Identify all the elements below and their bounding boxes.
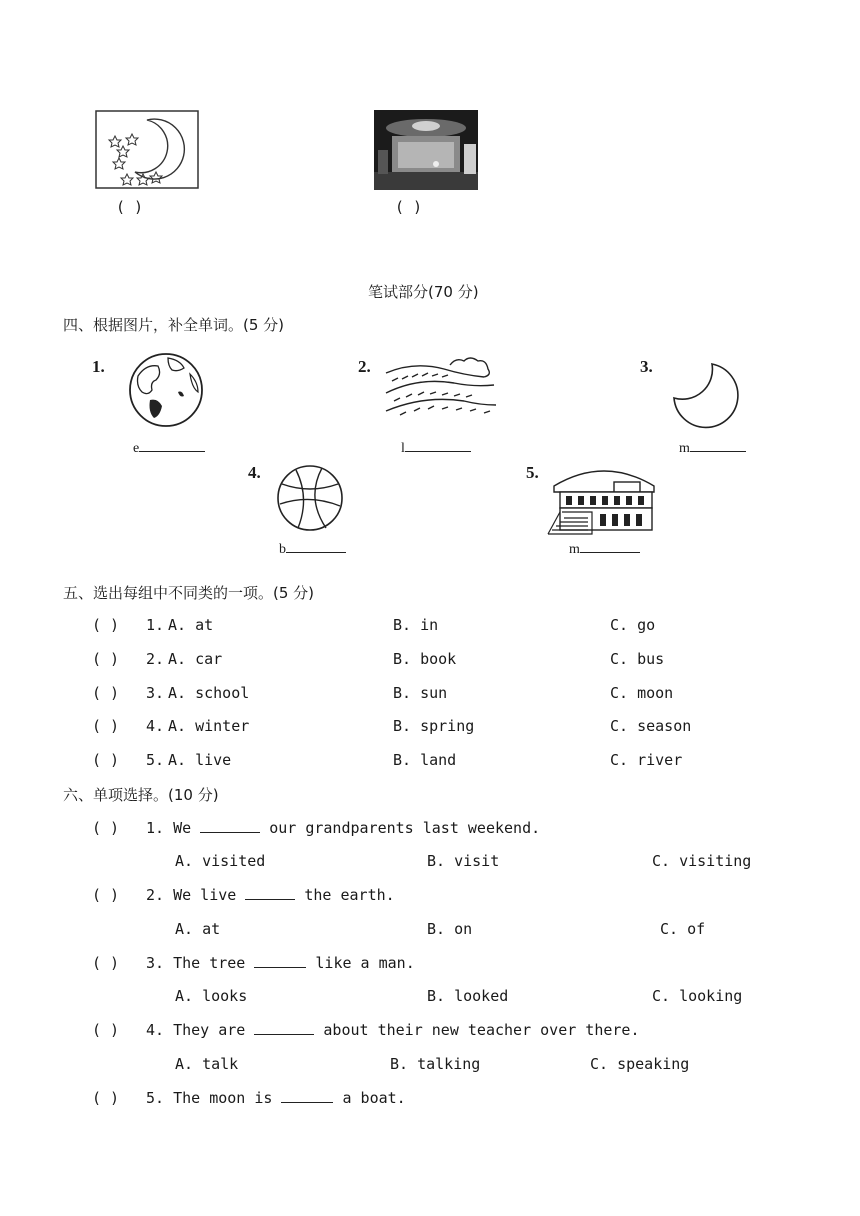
flag-moon-stars-icon: [95, 110, 199, 190]
fill-blank[interactable]: [281, 1102, 333, 1103]
word-blank[interactable]: [279, 542, 346, 558]
question-number: 4.: [146, 717, 165, 735]
option-b[interactable]: B. on: [427, 920, 473, 938]
option-a[interactable]: A. car: [168, 650, 223, 668]
question-stem: [146, 1089, 406, 1107]
option-a[interactable]: A. winter: [168, 717, 250, 735]
option-b[interactable]: B. sun: [393, 684, 448, 702]
answer-blank[interactable]: ( ): [92, 751, 120, 769]
option-a[interactable]: A. school: [168, 684, 250, 702]
land-fields-icon: [384, 355, 498, 419]
option-a[interactable]: A. talk: [175, 1055, 239, 1073]
answer-blank[interactable]: ( ): [92, 650, 120, 668]
item-number: 1.: [92, 357, 105, 376]
answer-blank[interactable]: ( ): [116, 198, 144, 216]
stem-after: our grandparents last weekend.: [269, 819, 541, 837]
option-c[interactable]: C. of: [660, 920, 706, 938]
written-part-title: 笔试部分(70 分): [368, 283, 479, 301]
stem-after: like a man.: [315, 954, 415, 972]
word-blank[interactable]: [569, 542, 640, 558]
question-number: 2.: [146, 650, 165, 668]
question-number: 4.: [146, 1021, 165, 1039]
item-number: 2.: [358, 357, 371, 376]
section5-title: 五、选出每组中不同类的一项。(5 分): [63, 584, 315, 602]
answer-blank[interactable]: ( ): [92, 1021, 120, 1039]
question-number: 5.: [146, 1089, 165, 1107]
answer-blank[interactable]: ( ): [92, 1089, 120, 1107]
answer-blank[interactable]: ( ): [92, 616, 120, 634]
question-number: 2.: [146, 886, 165, 904]
stem-after: the earth.: [304, 886, 395, 904]
question-stem: [146, 1021, 639, 1039]
stem-before: We live: [173, 886, 237, 904]
stem-before: They are: [173, 1021, 246, 1039]
word-blank[interactable]: [401, 441, 471, 457]
option-b[interactable]: B. in: [393, 616, 439, 634]
question-stem: [146, 819, 540, 837]
option-b[interactable]: B. visit: [427, 852, 500, 870]
word-prefix: m: [569, 542, 580, 557]
answer-blank[interactable]: ( ): [395, 198, 423, 216]
question-number: 3.: [146, 954, 165, 972]
section6-title: 六、单项选择。(10 分): [63, 786, 219, 804]
option-c[interactable]: C. bus: [610, 650, 665, 668]
word-blank[interactable]: [679, 441, 746, 457]
word-prefix: e: [133, 441, 140, 456]
stem-before: We: [173, 819, 192, 837]
stem-before: The moon is: [173, 1089, 273, 1107]
answer-blank[interactable]: ( ): [92, 954, 120, 972]
stem-before: The tree: [173, 954, 246, 972]
option-c[interactable]: C. speaking: [590, 1055, 690, 1073]
crescent-moon-icon: [672, 362, 738, 428]
stem-after: a boat.: [342, 1089, 406, 1107]
option-b[interactable]: B. talking: [390, 1055, 481, 1073]
item-number: 5.: [526, 463, 539, 482]
option-a[interactable]: A. looks: [175, 987, 248, 1005]
option-c[interactable]: C. river: [610, 751, 683, 769]
question-number: 1.: [146, 616, 165, 634]
option-b[interactable]: B. looked: [427, 987, 509, 1005]
option-b[interactable]: B. spring: [393, 717, 475, 735]
question-number: 3.: [146, 684, 165, 702]
stem-after: about their new teacher over there.: [323, 1021, 640, 1039]
option-b[interactable]: B. land: [393, 751, 457, 769]
section4-title: 四、根据图片，补全单词。(5 分): [63, 316, 285, 334]
fill-blank[interactable]: [254, 1034, 314, 1035]
option-a[interactable]: A. live: [168, 751, 232, 769]
word-prefix: m: [679, 441, 690, 456]
question-number: 5.: [146, 751, 165, 769]
word-blank[interactable]: [133, 441, 205, 457]
option-a[interactable]: A. at: [168, 616, 214, 634]
item-number: 3.: [640, 357, 653, 376]
option-c[interactable]: C. season: [610, 717, 692, 735]
item-number: 4.: [248, 463, 261, 482]
option-a[interactable]: A. at: [175, 920, 221, 938]
museum-building-icon: [548, 462, 660, 536]
answer-blank[interactable]: ( ): [92, 717, 120, 735]
question-number: 1.: [146, 819, 165, 837]
option-c[interactable]: C. go: [610, 616, 656, 634]
fill-blank[interactable]: [254, 967, 306, 968]
theater-stage-icon: [374, 110, 478, 190]
fill-blank[interactable]: [245, 899, 295, 900]
answer-blank[interactable]: ( ): [92, 684, 120, 702]
option-b[interactable]: B. book: [393, 650, 457, 668]
option-c[interactable]: C. moon: [610, 684, 674, 702]
option-c[interactable]: C. visiting: [652, 852, 752, 870]
fill-blank[interactable]: [200, 832, 260, 833]
question-stem: [146, 954, 415, 972]
option-a[interactable]: A. visited: [175, 852, 266, 870]
question-stem: [146, 886, 395, 904]
basketball-icon: [276, 464, 344, 532]
answer-blank[interactable]: ( ): [92, 886, 120, 904]
word-prefix: b: [279, 542, 286, 557]
answer-blank[interactable]: ( ): [92, 819, 120, 837]
option-c[interactable]: C. looking: [652, 987, 743, 1005]
earth-globe-icon: [128, 352, 204, 428]
word-prefix: l: [401, 441, 405, 456]
